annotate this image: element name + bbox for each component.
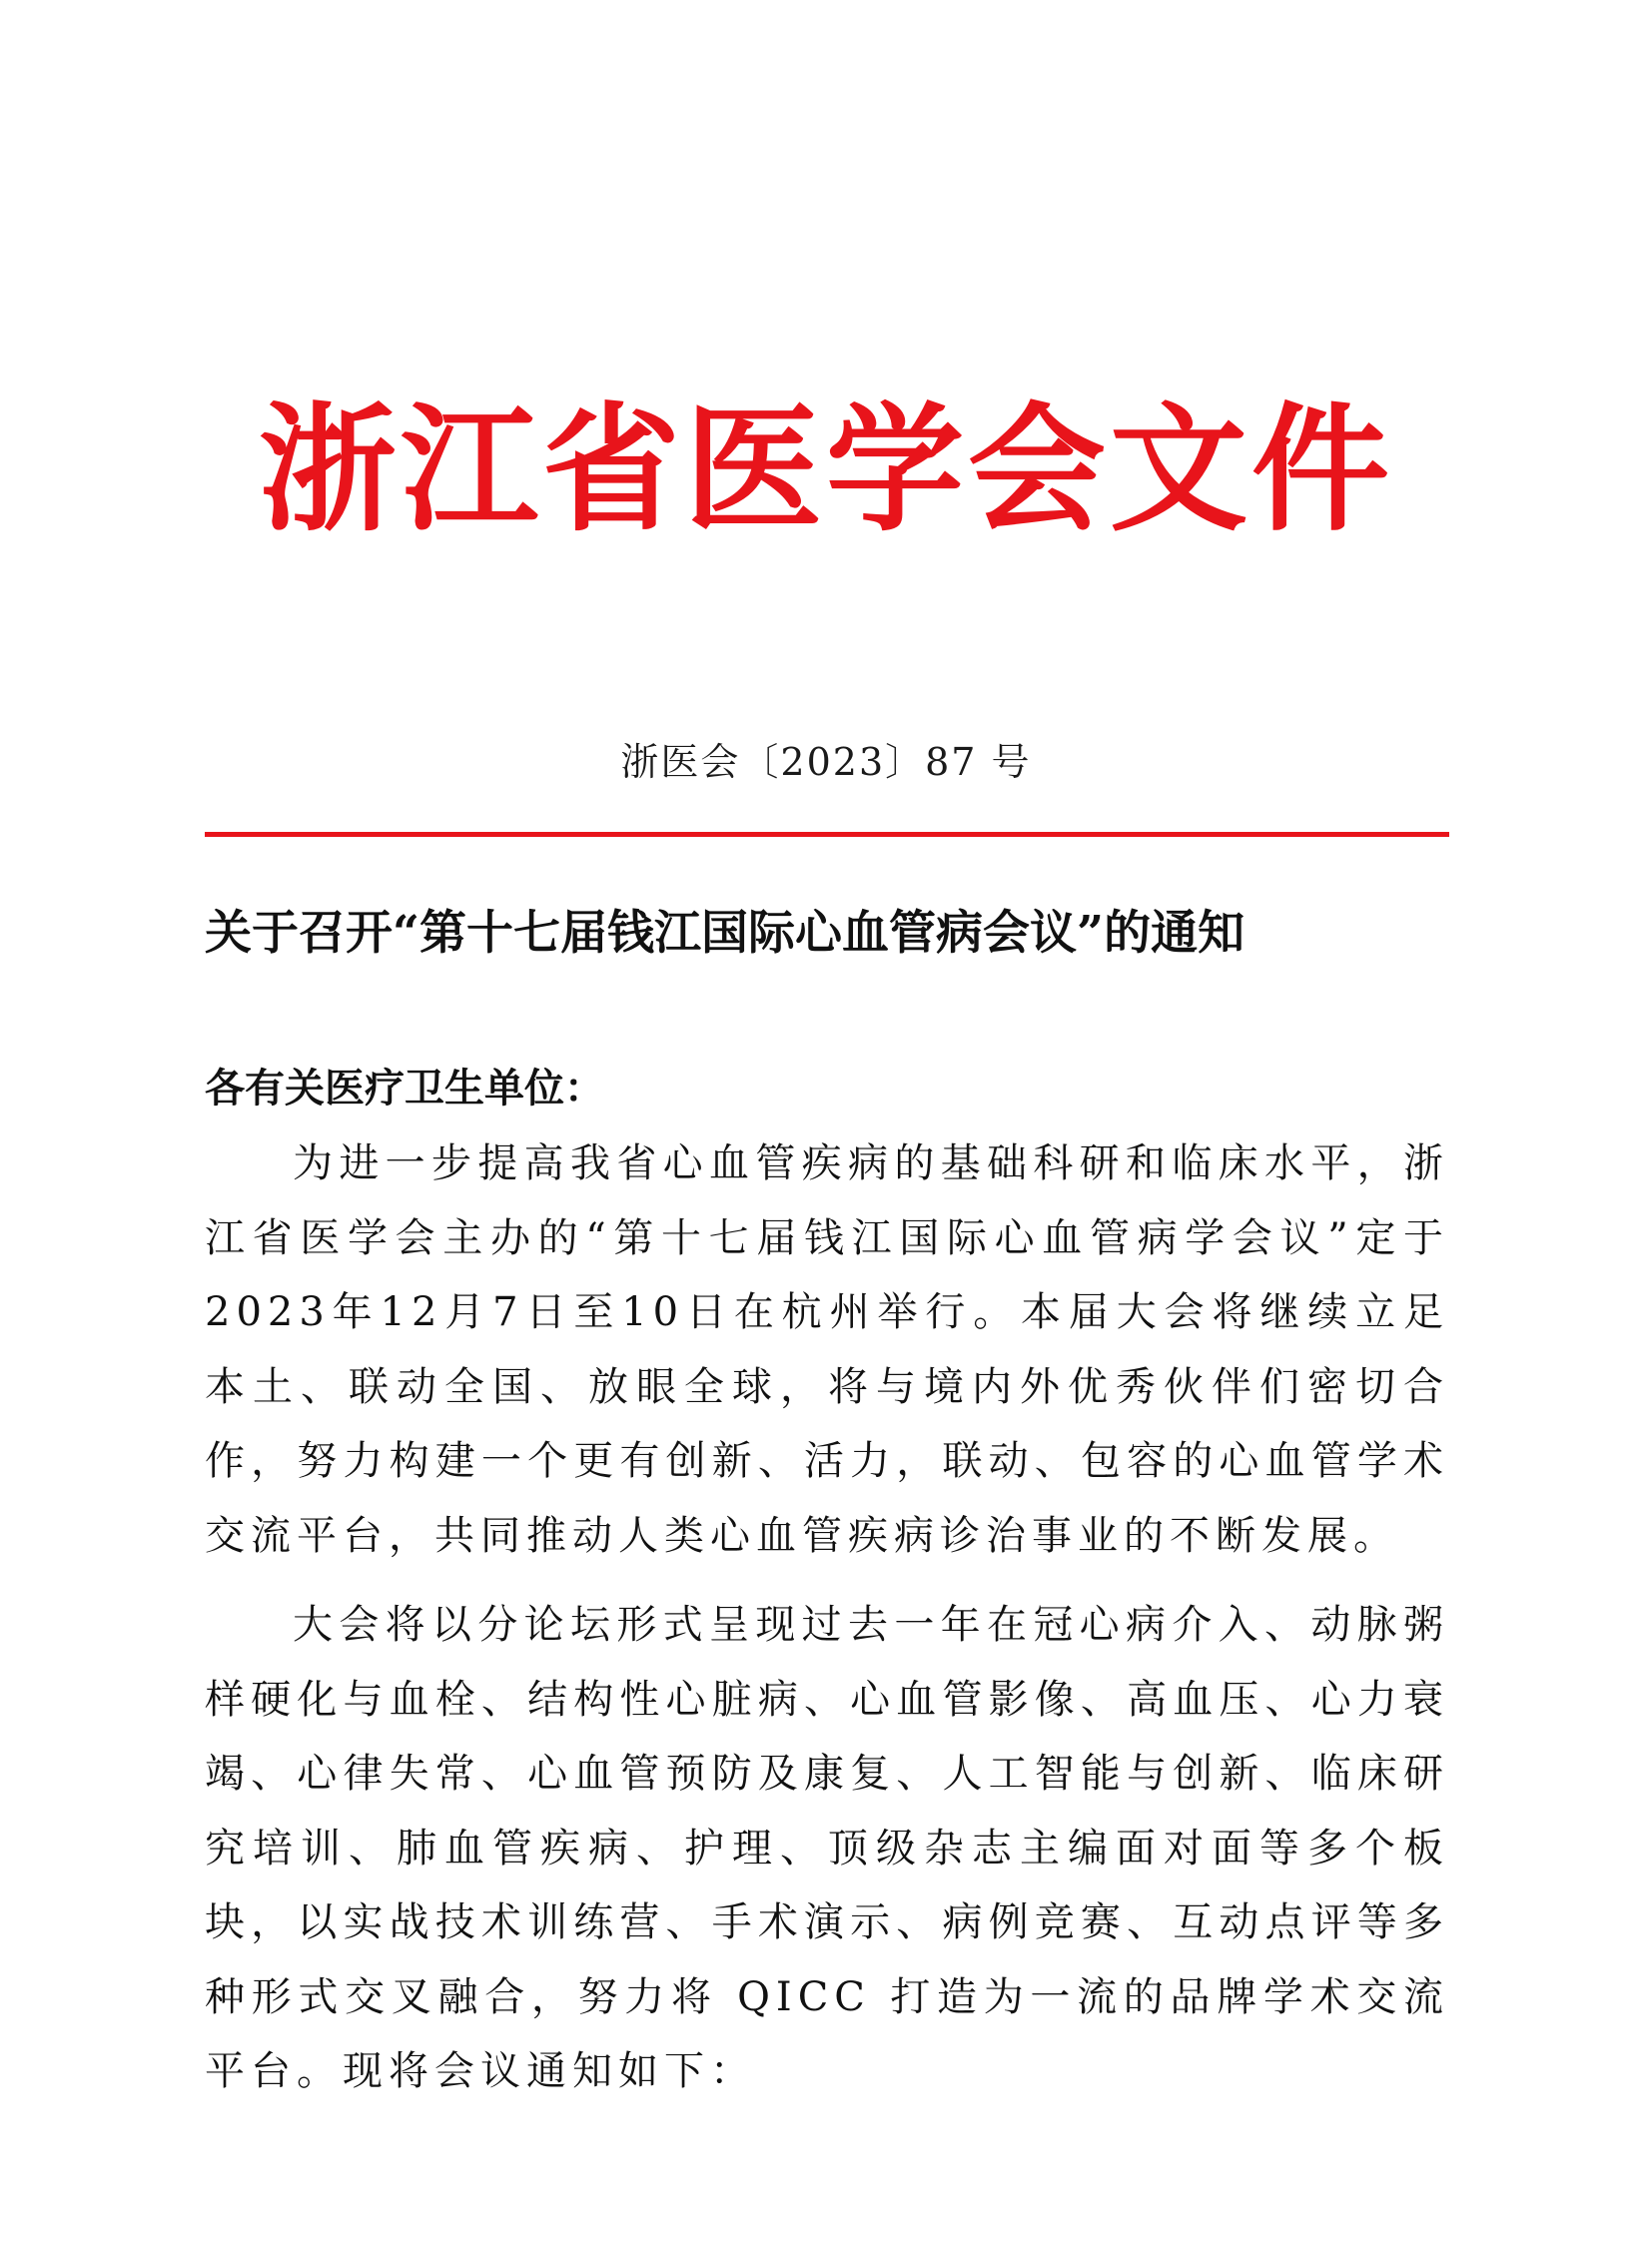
body-paragraph-2: 大会将以分论坛形式呈现过去一年在冠心病介入、动脉粥样硬化与血栓、结构性心脏病、心血管影像、高血压、心力衰竭、心律失常、心血管预防及康复、人工智能与创新、临床研究培训、肺血管疾病、护理、顶级杂志主编面对面等多个板块，以实战技术训练营、手术演示、病例竞赛、互动点评等多种形式交叉融合，努力将 QICC 打造为一流的品牌学术交流平台。现将会议通知如下： — [205, 1602, 1449, 2094]
body-paragraph-1: 为进一步提高我省心血管疾病的基础科研和临床水平，浙江省医学会主办的“第十七届钱江国际心血管病学会议”定于2023年12月7日至10日在杭州举行。本届大会将继续立足本土、联动全国、放眼全球，将与境内外优秀伙伴们密切合作，努力构建一个更有创新、活力，联动、包容的心血管学术交流平台，共同推动人类心血管疾病诊治事业的不断发展。 — [205, 1140, 1449, 1559]
masthead-title: 浙江省医学会文件 — [258, 387, 1393, 550]
notice-title: 关于召开“第十七届钱江国际心血管病会议”的通知 — [205, 906, 1245, 961]
red-divider-line — [205, 832, 1449, 837]
salutation: 各有关医疗卫生单位： — [205, 1066, 604, 1112]
document-number: 浙医会〔2023〕87 号 — [620, 740, 1032, 784]
